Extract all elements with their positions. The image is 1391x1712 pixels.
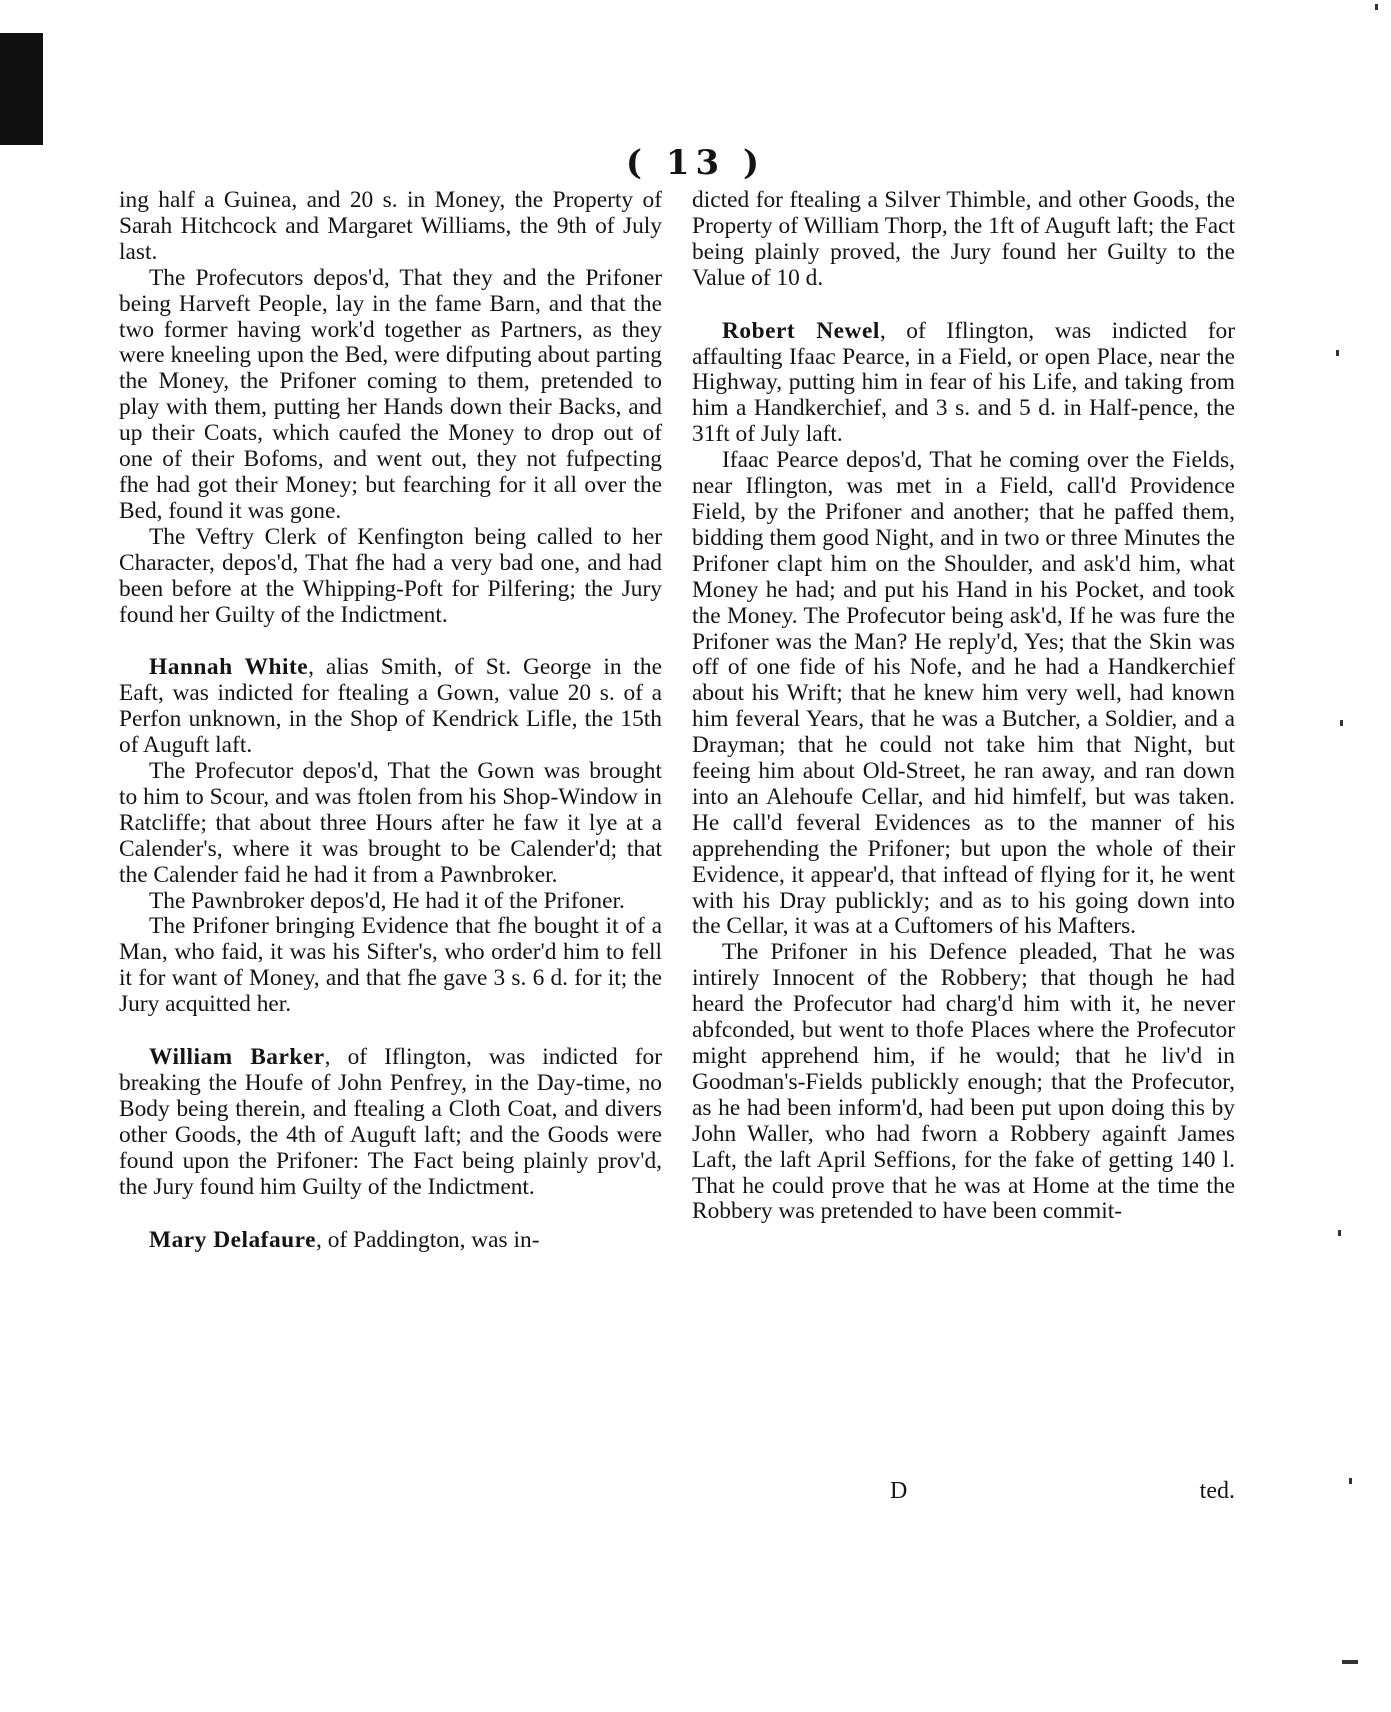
margin-speck: [1336, 350, 1339, 356]
margin-speck: [1375, 4, 1378, 10]
paragraph-text: , alias Smith, of St. George in the Eaft, was indicted for ftealing a Gown, value 20 s. of a Perfon unknown, in the Shop of Kendrick Lifle, the 15th of Auguft laft.: [119, 654, 662, 759]
catchword: ted.: [1199, 1478, 1235, 1504]
paragraph: [692, 448, 1235, 940]
defendant-name: Hannah White: [149, 654, 309, 681]
paragraph-text: The Profecutors depos'd, That they and the Prifoner being Harveft People, lay in the fame Barn, and that the two former having work'd together as Partners, as they were kneeling upon the Bed, were difputing about parting the Money, the Prifoner coming to them, pretended to play with them, putting her Hands down their Backs, and up their Coats, which caufed the Money to drop out of one of their Bofoms, and went out, they not fufpecting fhe had got their Money; but fearching for it all over the Bed, found it was gone.: [119, 264, 662, 524]
paragraph: [119, 1045, 662, 1200]
paragraph-text: dicted for ftealing a Silver Thimble, and other Goods, the Property of William Thorp, the 1ft of Auguft laft; the Fact being plainly proved, the Jury found her Guilty to the Value of 10 d.: [692, 187, 1235, 291]
paragraph-text: , of Iflington, was indicted for breaking the Houfe of John Penfrey, in the Day-time, no Body being therein, and ftealing a Cloth Coat, and divers other Goods, the 4th of Auguft laft; and the Goods were found upon the Prifoner: The Fact being plainly prov'd, the Jury found him Guilty of the Indictment.: [119, 1044, 662, 1200]
paragraph-text: , of Iflington, was indicted for affaulting Ifaac Pearce, in a Field, or open Place, near the Highway, putting him in fear of his Life, and taking from him a Handkerchief, and 3 s. and 5 d. in Half-pence, the 31ft of July laft.: [692, 317, 1235, 448]
paragraph: [119, 266, 662, 525]
paragraph: [692, 188, 1235, 292]
paragraph-text: The Pawnbroker depos'd, He had it of the Prifoner.: [149, 887, 625, 914]
margin-speck: [1349, 1478, 1352, 1484]
page-number: ( 13 ): [625, 143, 766, 183]
paragraph: [692, 319, 1235, 449]
signature-mark: D: [890, 1478, 908, 1504]
margin-speck: [1338, 1230, 1341, 1236]
paragraph: [119, 525, 662, 629]
paragraph-text: The Profecutor depos'd, That the Gown was brought to him to Scour, and was ftolen from his Shop-Window in Ratcliffe; that about three Hours after he faw it lye at a Calender's, where it was brought to be Calender'd; that the Calender faid he had it from a Pawnbroker.: [119, 758, 662, 888]
paragraph: [119, 1228, 662, 1254]
margin-speck: [1340, 720, 1343, 726]
paragraph-text: ing half a Guinea, and 20 s. in Money, the Property of Sarah Hitchcock and Margaret Williams, the 9th of July last.: [119, 187, 662, 265]
paragraph: [119, 759, 662, 889]
paragraph: [692, 940, 1235, 1225]
defendant-name: Robert Newel: [722, 317, 880, 344]
binding-edge-bar: [0, 33, 43, 145]
paragraph: [119, 655, 662, 759]
left-column: [119, 188, 662, 1253]
paragraph-text: , of Paddington, was in-: [316, 1226, 540, 1253]
defendant-name: William Barker: [149, 1044, 325, 1071]
paragraph-text: The Prifoner in his Defence pleaded, That he was intirely Innocent of the Robbery; that though he had heard the Profecutor had charg'd him with it, he never abfconded, but went to thofe Places where the Profecutor might apprehend him, if he would; that he liv'd in Goodman's-Fields publickly enough; that the Profecutor, as he had been inform'd, had been put upon doing this by John Waller, who had fworn a Robbery againft James Laft, the laft April Seffions, for the fake of getting 140 l. That he could prove that he was at Home at the time the Robbery was pretended to have been commit-: [692, 939, 1235, 1225]
margin-speck: [1342, 1660, 1358, 1664]
paragraph-text: Ifaac Pearce depos'd, That he coming over the Fields, near Iflington, was met in a Field, call'd Providence Field, by the Prifoner and another; that he paffed them, bidding them good Night, and in two or three Minutes the Prifoner clapt him on the Shoulder, and ask'd him, what Money he had; and put his Hand in his Pocket, and took the Money. The Profecutor being ask'd, If he was fure the Prifoner was the Man? He reply'd, Yes; that the Skin was off of one fide of his Nofe, and he had a Handkerchief about his Wrift; that he knew him very well, had known him feveral Years, that he was a Butcher, a Soldier, and a Drayman; that he could not take him that Night, but feeing him about Old-Street, he ran away, and ran down into an Alehoufe Cellar, and hid himfelf, but was taken. He call'd feveral Evidences as to the manner of his apprehending the Prifoner; but upon the whole of their Evidence, it appear'd, that inftead of flying for it, he went with his Dray publickly; and as to his going down into the Cellar, it was at a Cuftomers of his Mafters.: [692, 447, 1235, 940]
paragraph: [119, 188, 662, 266]
right-column: [692, 188, 1235, 1225]
defendant-name: Mary Delafaure: [149, 1226, 316, 1253]
paragraph-text: The Veftry Clerk of Kenfington being called to her Character, depos'd, That fhe had a very bad one, and had been before at the Whipping-Poft for Pilfering; the Jury found her Guilty of the Indictment.: [119, 523, 662, 628]
paragraph: [119, 889, 662, 915]
paragraph-text: The Prifoner bringing Evidence that fhe bought it of a Man, who faid, it was his Sifter's, who order'd him to fell it for want of Money, and that fhe gave 3 s. 6 d. for it; the Jury acquitted her.: [119, 913, 662, 1018]
paragraph: [119, 914, 662, 1018]
